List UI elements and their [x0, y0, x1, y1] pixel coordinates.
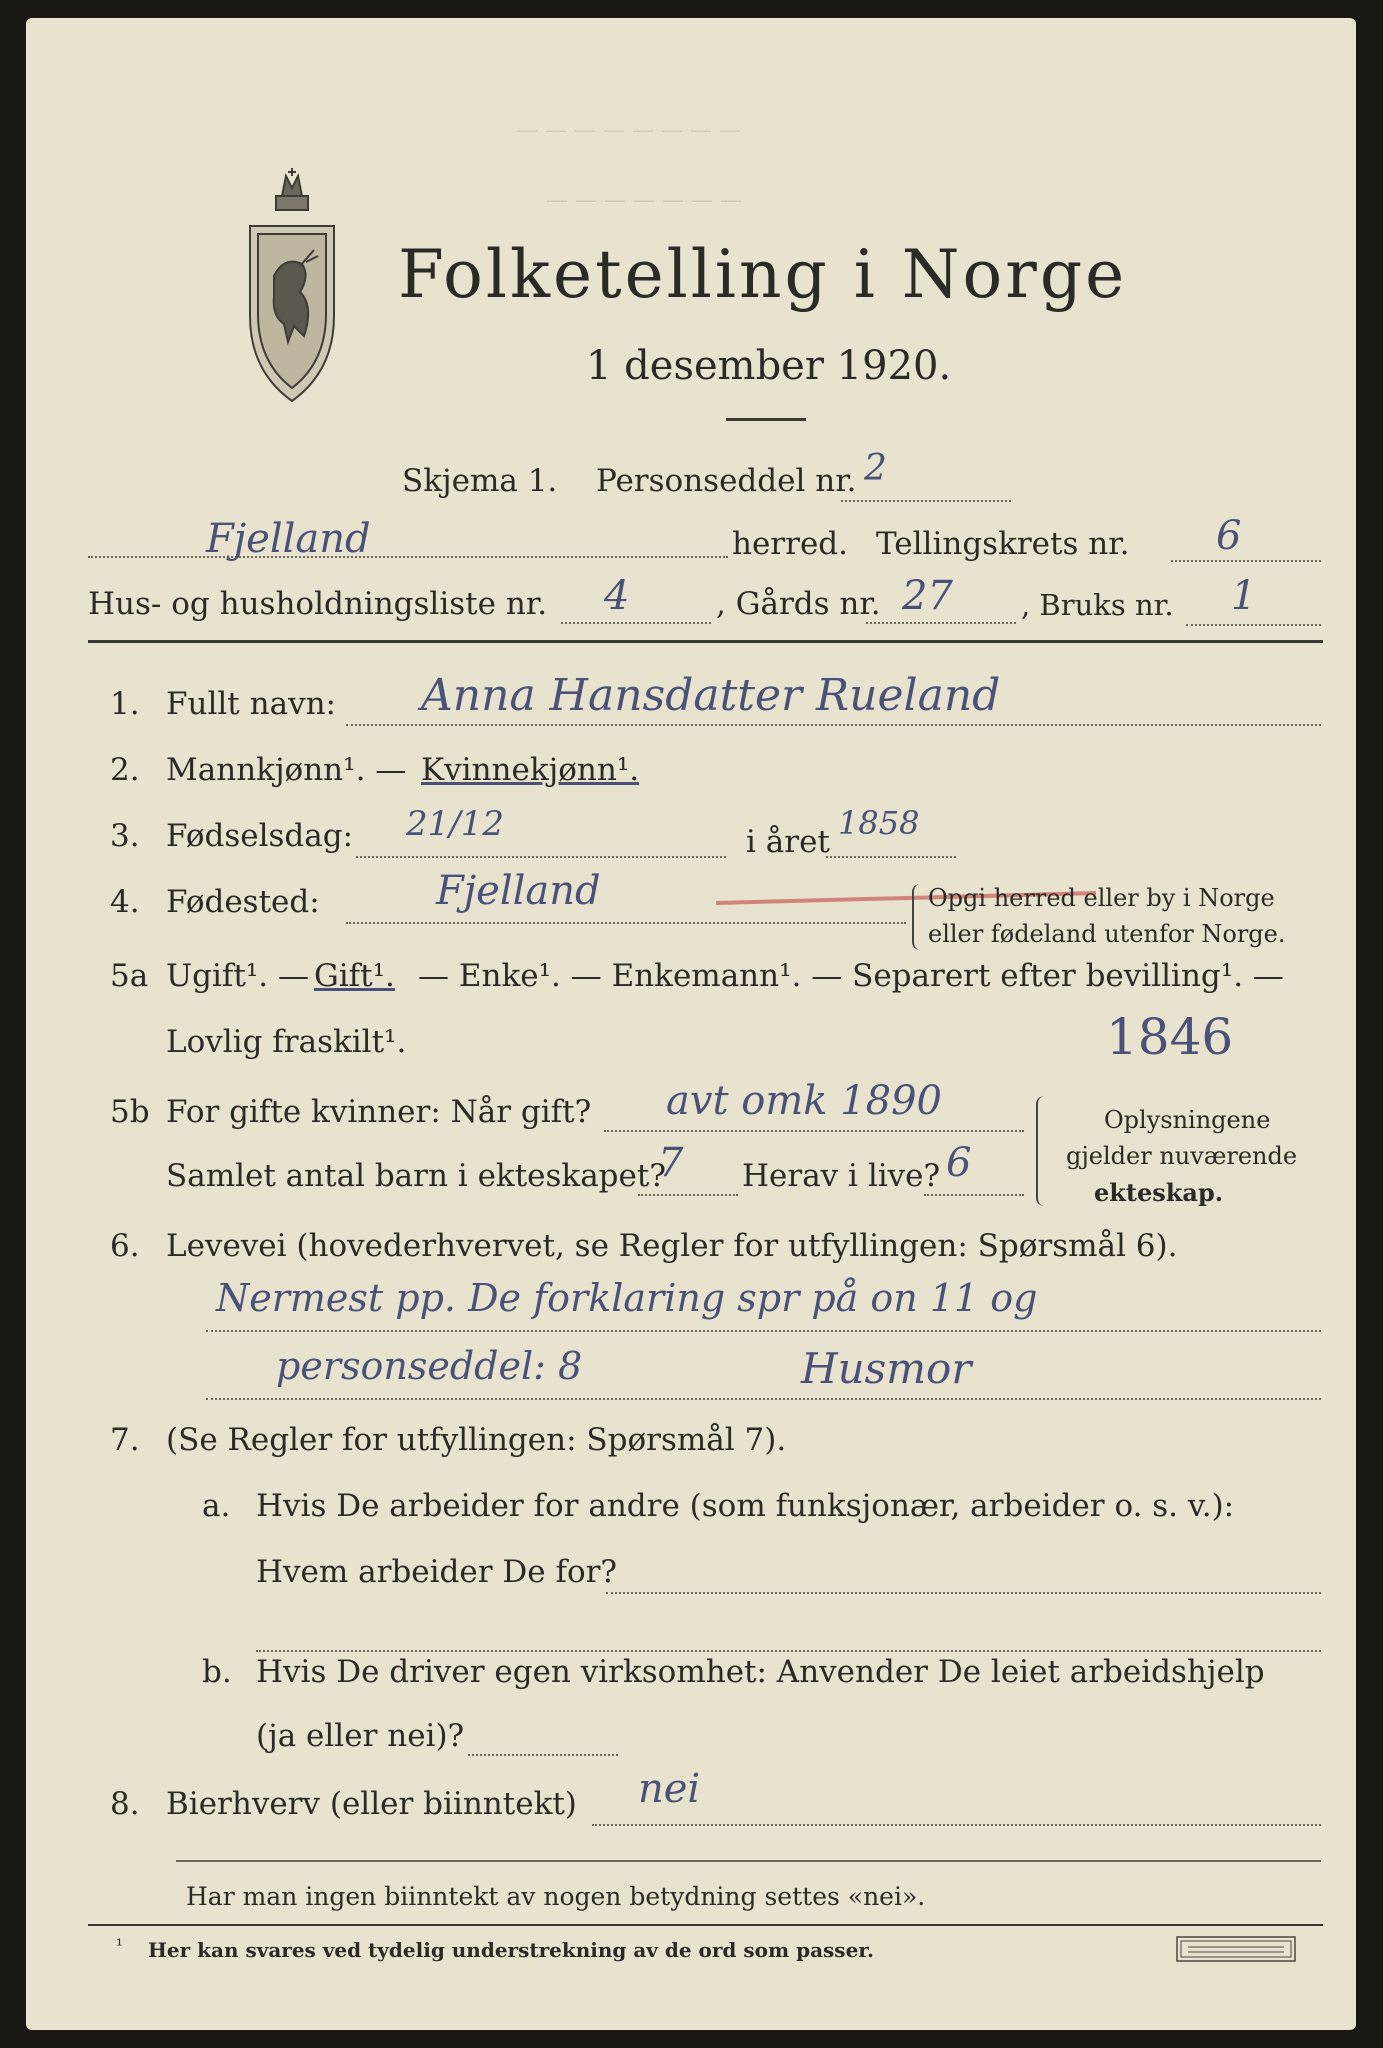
q5b-brace	[1036, 1096, 1046, 1206]
printer-stamp-icon	[1176, 1936, 1296, 1962]
aret-label: i året	[746, 824, 830, 860]
census-form-page	[26, 18, 1356, 2030]
bleed-through-text: — — — — — — — —	[516, 118, 741, 143]
personseddel-value[interactable]: 2	[864, 448, 887, 489]
children-total-label: Samlet antal barn i ekteskapet?	[166, 1158, 666, 1194]
q5a-number: 5a	[110, 958, 149, 994]
tellingskrets-field-line	[1171, 560, 1321, 562]
q5b-number: 5b	[110, 1094, 150, 1130]
q3-number: 3.	[110, 818, 140, 854]
hired-help-field-line[interactable]	[468, 1754, 618, 1756]
husholdningsliste-field-line	[561, 622, 711, 624]
q5b-note-line3: ekteskap.	[1094, 1178, 1224, 1207]
occupation-field-line-2	[206, 1398, 1321, 1400]
q7-number: 7.	[110, 1422, 140, 1458]
q4-number: 4.	[110, 884, 140, 920]
census-date: 1 desember 1920.	[586, 343, 952, 389]
gards-label: , Gårds nr.	[716, 586, 881, 622]
q4-note-line2: eller fødeland utenfor Norge.	[928, 920, 1286, 948]
occupation-value-3[interactable]: Husmor	[801, 1344, 972, 1393]
q7-label: (Se Regler for utfyllingen: Spørsmål 7).	[166, 1422, 787, 1458]
birthplace-value[interactable]: Fjelland	[436, 868, 601, 914]
q5b-note-line2: gjelder nuværende	[1066, 1142, 1298, 1170]
employer-field-line-2[interactable]	[256, 1650, 1321, 1652]
q6-number: 6.	[110, 1228, 140, 1264]
side-income-value[interactable]: nei	[638, 1766, 701, 1812]
q8-label: Bierhverv (eller biinntekt)	[166, 1786, 577, 1822]
q6-label: Levevei (hovederhvervet, se Regler for utfyllingen: Spørsmål 6).	[166, 1228, 1178, 1264]
employer-field-line[interactable]	[606, 1592, 1321, 1594]
children-alive-label: Herav i live?	[742, 1158, 941, 1194]
full-name-field-line	[346, 724, 1321, 726]
kvinnekjonn-option[interactable]: Kvinnekjønn¹.	[421, 752, 640, 788]
tellingskrets-label: Tellingskrets nr.	[876, 526, 1130, 562]
q7b-ja-nei-label: (ja eller nei)?	[256, 1718, 465, 1754]
footer-rule	[176, 1860, 1321, 1862]
birth-year-field-line	[826, 856, 956, 858]
title-divider	[726, 418, 806, 421]
marital-status-options[interactable]: — Enke¹. — Enkemann¹. — Separert efter bevilling¹. —	[418, 958, 1284, 994]
gards-value[interactable]: 27	[902, 573, 953, 619]
herred-value[interactable]: Fjelland	[206, 516, 371, 562]
q1-number: 1.	[110, 686, 140, 722]
children-alive-value[interactable]: 6	[946, 1140, 972, 1186]
birth-year-value[interactable]: 1858	[838, 804, 920, 842]
q5b-note-line1: Oplysningene	[1104, 1106, 1271, 1134]
annotation-1846: 1846	[1106, 1008, 1234, 1066]
gards-field-line	[866, 622, 1016, 624]
full-name-value[interactable]: Anna Hansdatter Rueland	[421, 670, 1001, 721]
personseddel-label: Personseddel nr.	[596, 463, 857, 499]
side-income-field-line	[592, 1824, 1321, 1826]
form-title: Folketelling i Norge	[398, 236, 1128, 313]
occupation-value-2[interactable]: personseddel: 8	[276, 1344, 583, 1388]
lovlig-fraskilt-option[interactable]: Lovlig fraskilt¹.	[166, 1024, 407, 1060]
footnote-rule	[88, 1924, 1323, 1926]
birthplace-field-line	[346, 922, 906, 924]
skjema-label: Skjema 1.	[402, 463, 558, 499]
occupation-value-1[interactable]: Nermest pp. De forklaring spr på on 11 og	[216, 1276, 1038, 1320]
footnote-mark: ¹	[116, 1936, 123, 1956]
q1-label: Fullt navn:	[166, 686, 336, 722]
husholdningsliste-label: Hus- og husholdningsliste nr.	[88, 586, 548, 622]
q4-brace	[912, 884, 922, 950]
q4-label: Fødested:	[166, 884, 320, 920]
q7a-text: Hvis De arbeider for andre (som funksjonær, arbeider o. s. v.):	[256, 1488, 1235, 1524]
q7b-letter: b.	[202, 1654, 232, 1690]
bruks-label: , Bruks nr.	[1021, 588, 1174, 622]
bleed-through-text: — — — — — — —	[546, 188, 742, 213]
when-married-field-line	[604, 1130, 1024, 1132]
herred-field-line	[88, 556, 728, 558]
when-married-value[interactable]: avt omk 1890	[666, 1078, 942, 1124]
q2-number: 2.	[110, 752, 140, 788]
birthday-field-line	[356, 856, 726, 858]
q7a-letter: a.	[202, 1488, 231, 1524]
when-married-label: For gifte kvinner: Når gift?	[166, 1094, 592, 1130]
children-alive-field-line	[924, 1194, 1024, 1196]
mannkjonn-option[interactable]: Mannkjønn¹. —	[166, 752, 407, 788]
children-total-field-line	[638, 1194, 738, 1196]
footer-note: Har man ingen biinntekt av nogen betydning settes «nei».	[186, 1882, 926, 1911]
birthday-value[interactable]: 21/12	[406, 804, 504, 844]
bruks-field-line	[1186, 624, 1321, 626]
tellingskrets-value[interactable]: 6	[1216, 513, 1242, 559]
q7a-employer-label: Hvem arbeider De for?	[256, 1554, 618, 1590]
q3-label: Fødselsdag:	[166, 818, 354, 854]
husholdningsliste-value[interactable]: 4	[604, 573, 630, 619]
q4-note-line1: Opgi herred eller by i Norge	[928, 884, 1275, 912]
occupation-field-line-1	[206, 1330, 1321, 1332]
header-rule	[88, 640, 1323, 643]
q8-number: 8.	[110, 1786, 140, 1822]
bruks-value[interactable]: 1	[1231, 573, 1257, 619]
q7b-text: Hvis De driver egen virksomhet: Anvender De leiet arbeidshjelp	[256, 1654, 1265, 1690]
children-total-value[interactable]: 7	[658, 1140, 684, 1186]
footnote-text: Her kan svares ved tydelig understrekning av de ord som passer.	[148, 1938, 874, 1962]
ugift-option[interactable]: Ugift¹. —	[166, 958, 309, 994]
norwegian-coat-of-arms-icon	[244, 166, 340, 406]
gift-option[interactable]: Gift¹.	[314, 958, 395, 994]
personseddel-field-line	[841, 500, 1011, 502]
herred-label: herred.	[732, 526, 848, 562]
